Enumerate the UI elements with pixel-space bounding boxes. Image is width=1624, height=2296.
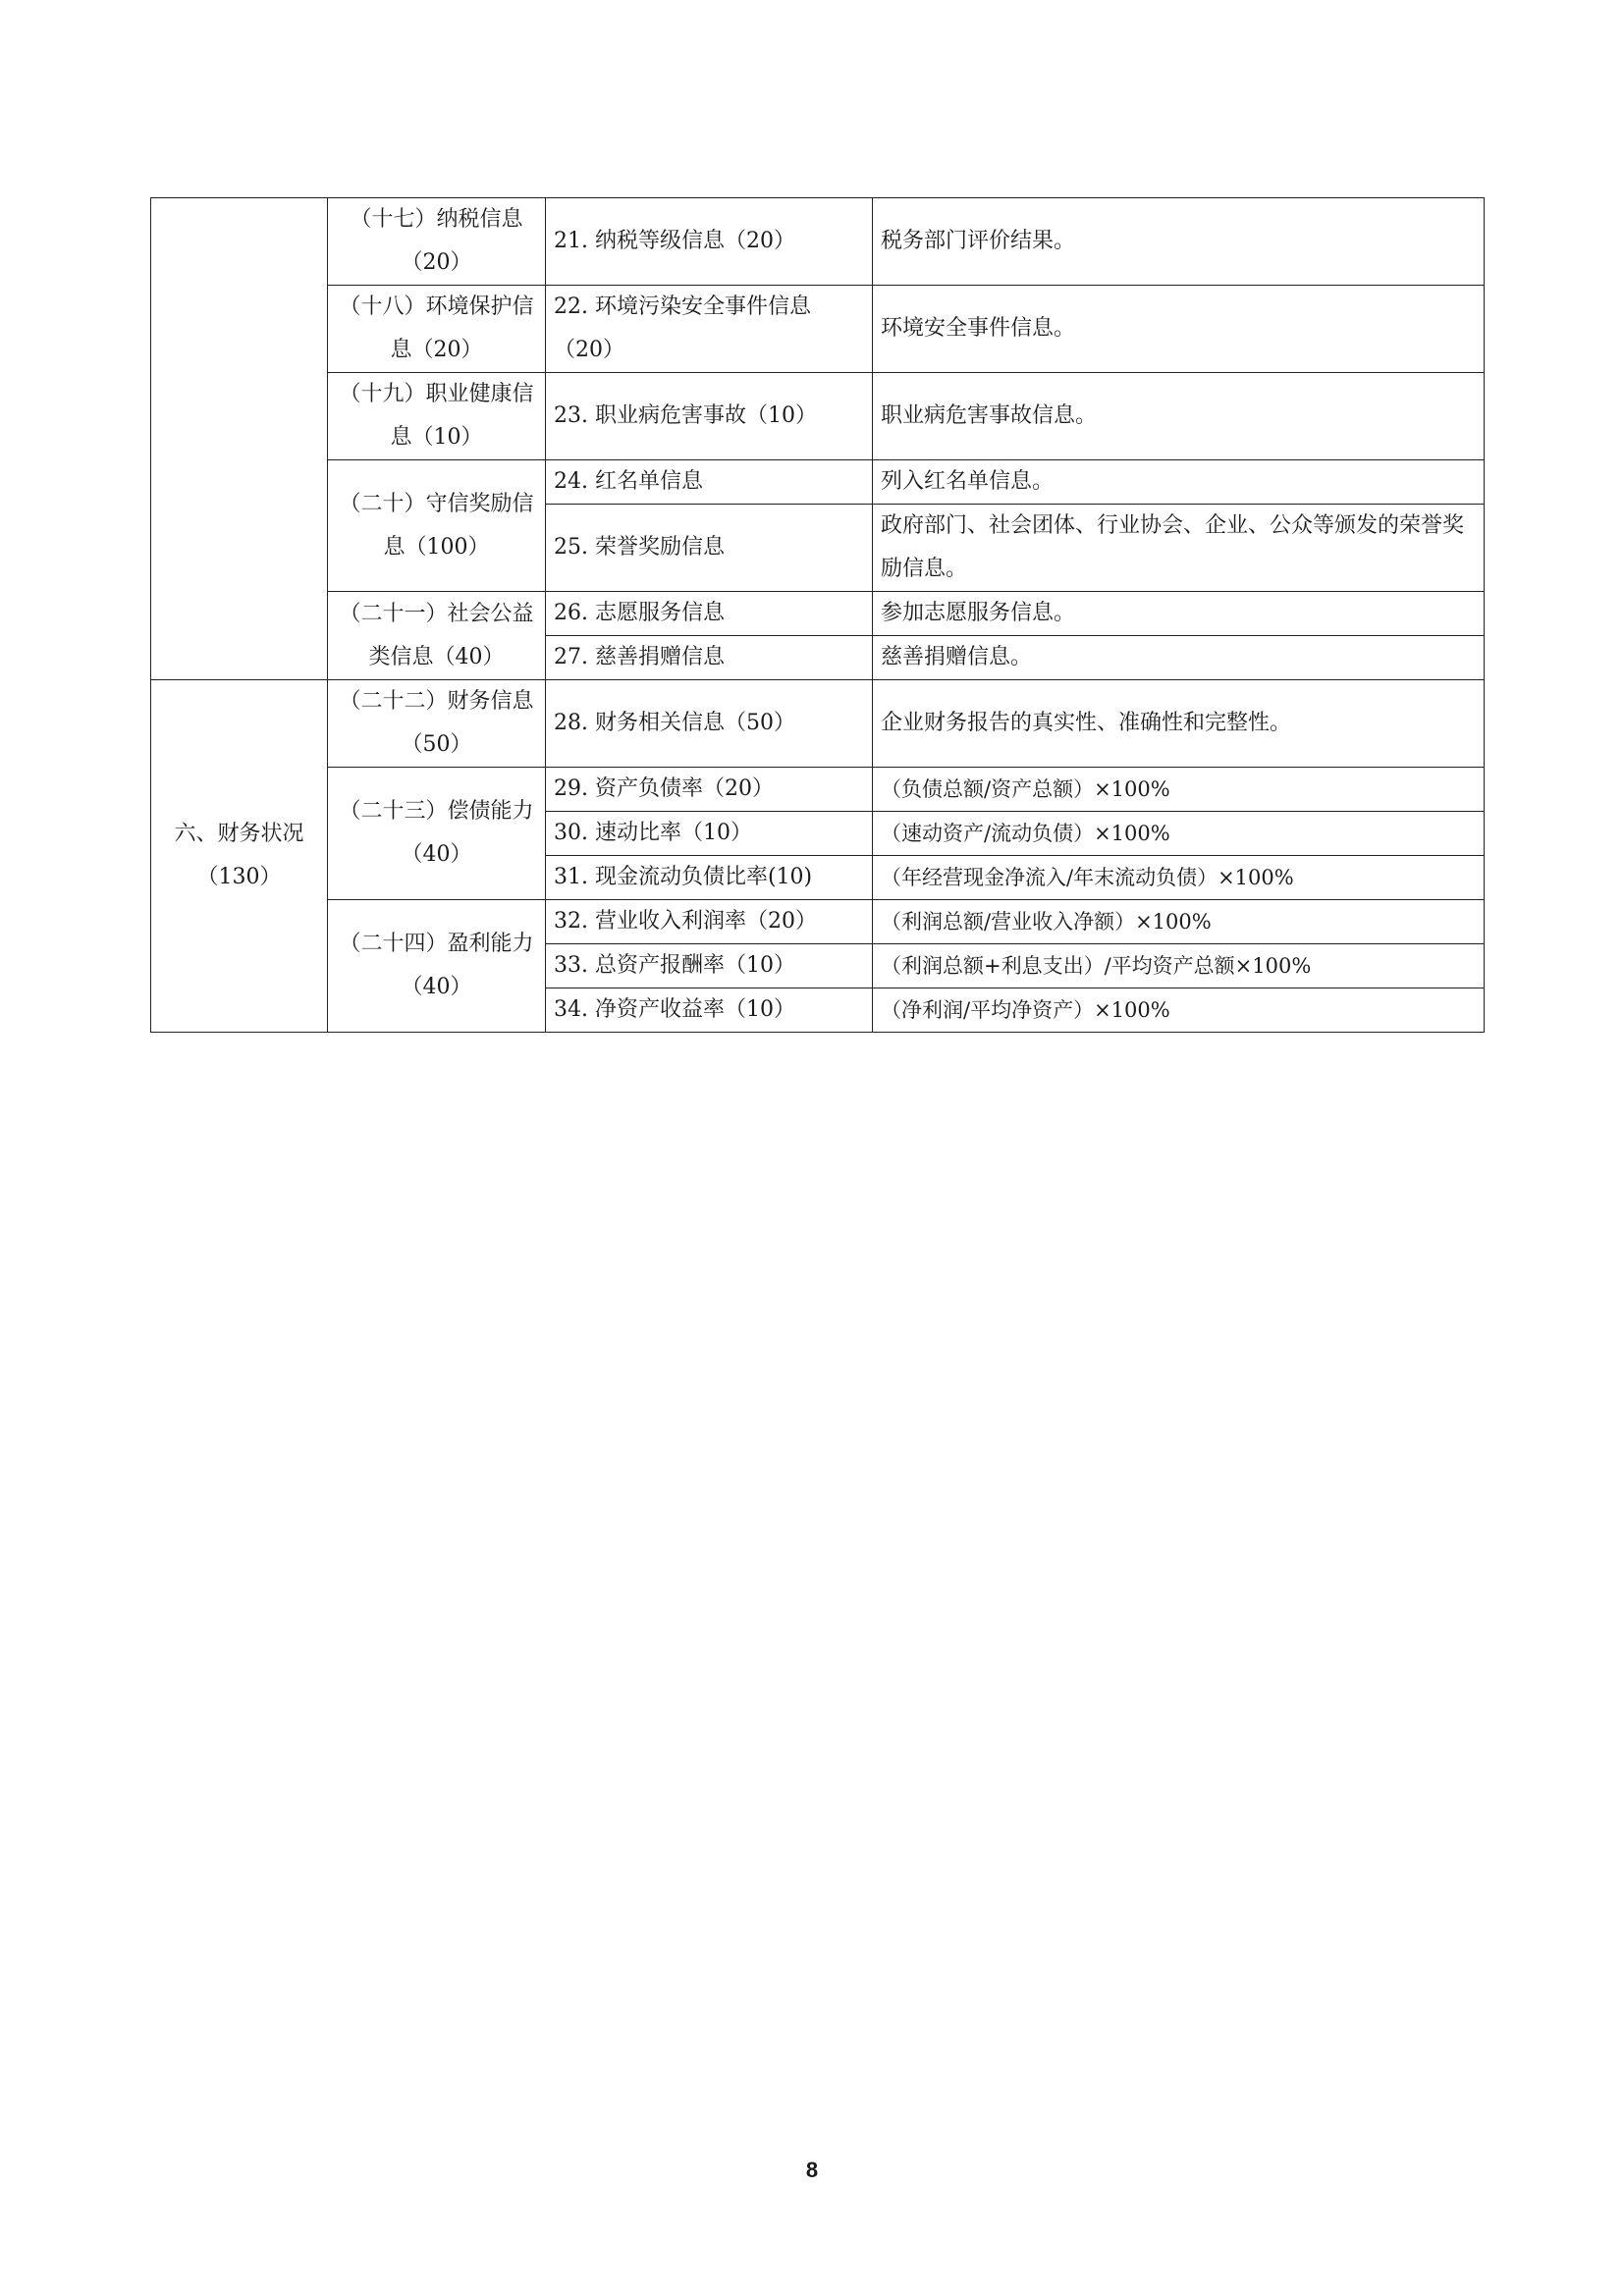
- category-cell: 六、财务状况（130）: [151, 680, 328, 1033]
- indicator-cell: 34. 净资产收益率（10）: [546, 988, 873, 1033]
- description-cell: （负债总额/资产总额）×100%: [873, 768, 1485, 812]
- description-cell: 慈善捐赠信息。: [873, 636, 1485, 680]
- description-cell: 政府部门、社会团体、行业协会、企业、公众等颁发的荣誉奖励信息。: [873, 505, 1485, 592]
- description-cell: （利润总额+利息支出）/平均资产总额×100%: [873, 944, 1485, 988]
- page-number: 8: [805, 2158, 819, 2182]
- description-cell: （速动资产/流动负债）×100%: [873, 812, 1485, 856]
- table-row: [151, 768, 1485, 812]
- description-cell: 企业财务报告的真实性、准确性和完整性。: [873, 680, 1485, 768]
- description-cell: 职业病危害事故信息。: [873, 373, 1485, 460]
- evaluation-table: [150, 197, 1485, 1033]
- indicator-cell: 30. 速动比率（10）: [546, 812, 873, 856]
- description-cell: 环境安全事件信息。: [873, 286, 1485, 373]
- indicator-cell: 22. 环境污染安全事件信息（20）: [546, 286, 873, 373]
- indicator-cell: 29. 资产负债率（20）: [546, 768, 873, 812]
- description-cell: 列入红名单信息。: [873, 460, 1485, 505]
- subcategory-cell: （二十一）社会公益类信息（40）: [328, 592, 546, 680]
- indicator-cell: 24. 红名单信息: [546, 460, 873, 505]
- subcategory-cell: （二十三）偿债能力（40）: [328, 768, 546, 900]
- table-row: [151, 373, 1485, 460]
- subcategory-cell: （十七）纳税信息（20）: [328, 198, 546, 286]
- indicator-cell: 27. 慈善捐赠信息: [546, 636, 873, 680]
- indicator-cell: 31. 现金流动负债比率(10): [546, 856, 873, 900]
- description-cell: 参加志愿服务信息。: [873, 592, 1485, 636]
- table-row: [151, 900, 1485, 944]
- subcategory-cell: （二十四）盈利能力（40）: [328, 900, 546, 1033]
- subcategory-cell: （二十）守信奖励信息（100）: [328, 460, 546, 592]
- indicator-cell: 33. 总资产报酬率（10）: [546, 944, 873, 988]
- indicator-cell: 32. 营业收入利润率（20）: [546, 900, 873, 944]
- subcategory-cell: （十八）环境保护信息（20）: [328, 286, 546, 373]
- description-cell: （年经营现金净流入/年末流动负债）×100%: [873, 856, 1485, 900]
- table-row: [151, 460, 1485, 505]
- subcategory-cell: （十九）职业健康信息（10）: [328, 373, 546, 460]
- description-cell: （利润总额/营业收入净额）×100%: [873, 900, 1485, 944]
- table-row: [151, 286, 1485, 373]
- table-row: [151, 680, 1485, 768]
- indicator-cell: 28. 财务相关信息（50）: [546, 680, 873, 768]
- description-cell: （净利润/平均净资产）×100%: [873, 988, 1485, 1033]
- indicator-cell: 21. 纳税等级信息（20）: [546, 198, 873, 286]
- subcategory-cell: （二十二）财务信息（50）: [328, 680, 546, 768]
- indicator-cell: 23. 职业病危害事故（10）: [546, 373, 873, 460]
- description-cell: 税务部门评价结果。: [873, 198, 1485, 286]
- indicator-cell: 26. 志愿服务信息: [546, 592, 873, 636]
- table-row: [151, 592, 1485, 636]
- indicator-cell: 25. 荣誉奖励信息: [546, 505, 873, 592]
- table-row: [151, 198, 1485, 286]
- category-cell: [151, 198, 328, 680]
